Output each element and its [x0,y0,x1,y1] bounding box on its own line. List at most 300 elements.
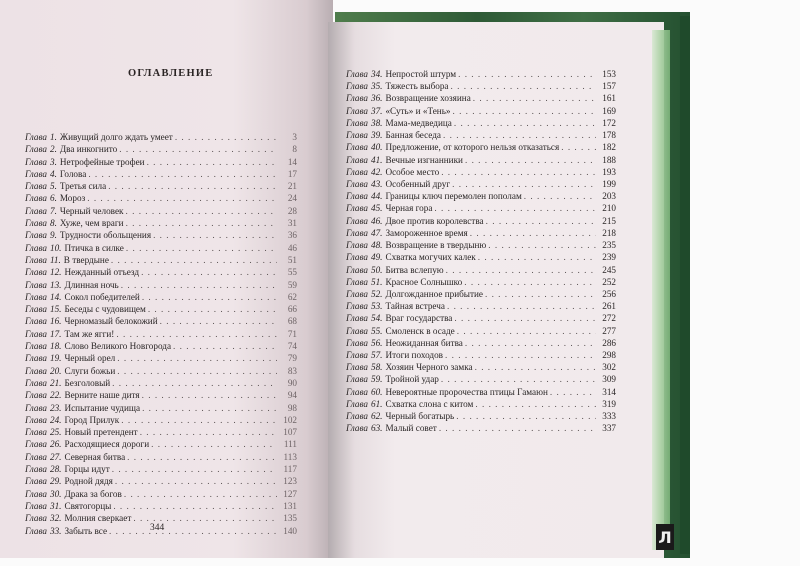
chapter-number: 31. [49,500,62,511]
chapter-number: 18. [49,341,62,352]
chapter-number: 61. [370,398,383,409]
leader-dots [160,315,277,327]
leader-dots [485,288,596,300]
leader-dots [151,438,277,450]
toc-entry [346,117,616,129]
toc-entry [346,398,616,410]
leader-dots [115,475,277,487]
chapter-word: Глава [25,168,47,179]
chapter-page: 135 [283,513,297,524]
toc-entry [25,217,297,229]
chapter-word: Глава [346,93,368,104]
chapter-title: Возвращение в твердыню [385,240,487,251]
chapter-word: Глава [25,464,47,475]
toc-entry [346,410,616,422]
chapter-title: Банная беседа [385,130,441,141]
toc-entry [346,80,616,92]
chapter-word: Глава [346,325,368,336]
chapter-page: 337 [602,423,616,434]
chapter-title: Город Прилук [64,414,120,425]
toc-entry [346,373,616,385]
chapter-word: Глава [25,205,47,216]
chapter-number: 24. [49,414,62,425]
leader-dots [451,80,596,92]
toc-entry [346,386,616,398]
chapter-word: Глава [346,288,368,299]
chapter-number: 60. [370,386,383,397]
toc-entry [25,340,297,352]
leader-dots [119,143,277,155]
chapter-title: Птичка в силке [64,242,124,253]
chapter-number: 7. [49,205,57,216]
chapter-title: Длинная ночь [64,279,119,290]
chapter-title: Черный орел [64,353,116,364]
chapter-title: Беседы с чудовищем [64,304,146,315]
leader-dots [124,488,277,500]
toc-entry [25,365,297,377]
chapter-title: Тяжесть выбора [385,81,449,92]
toc-entry [346,154,616,166]
chapter-page: 28 [287,205,297,216]
chapter-title: Молния сверкает [64,513,132,524]
chapter-number: 14. [49,291,62,302]
chapter-page: 68 [287,316,297,327]
chapter-title: Живущий долго ждать умеет [59,132,173,142]
chapter-title: Голова [59,168,87,179]
chapter-word: Глава [346,350,368,361]
chapter-word: Глава [25,488,47,499]
chapter-page: 169 [602,105,616,116]
toc-entry [25,488,297,500]
chapter-word: Глава [25,132,47,142]
leader-dots [524,190,596,202]
leader-dots [488,239,596,251]
chapter-page: 59 [287,279,297,290]
chapter-word: Глава [25,476,47,487]
chapter-page: 46 [287,242,297,253]
chapter-number: 57. [370,350,383,361]
leader-dots [465,337,596,349]
chapter-number: 9. [49,230,57,241]
leader-dots [486,215,596,227]
leader-dots [87,192,277,204]
chapter-page: 252 [602,276,616,287]
leader-dots [142,291,277,303]
chapter-page: 79 [287,353,297,364]
chapter-number: 43. [370,178,383,189]
leader-dots [445,349,596,361]
chapter-number: 45. [370,203,383,214]
chapter-number: 33. [49,525,62,536]
chapter-number: 6. [49,193,57,204]
chapter-page: 182 [602,142,616,153]
chapter-title: Горцы идут [64,464,110,475]
chapter-page: 123 [283,476,297,487]
chapter-number: 58. [370,362,383,373]
chapter-word: Глава [25,525,47,536]
leader-dots [112,377,277,389]
toc-entry [25,168,297,180]
toc-entry [25,156,297,168]
chapter-page: 188 [602,154,616,165]
page-number: 344 [150,523,165,533]
toc-entry [346,276,616,288]
toc-entry [25,402,297,414]
chapter-number: 25. [49,427,62,438]
toc-entry [346,312,616,324]
chapter-number: 59. [370,374,383,385]
chapter-word: Глава [25,304,47,315]
chapter-title: Испытание чудища [64,402,141,413]
chapter-title: Северная битва [64,451,126,462]
leader-dots [142,389,277,401]
chapter-number: 53. [370,301,383,312]
chapter-word: Глава [346,117,368,128]
chapter-number: 4. [49,168,57,179]
chapter-word: Глава [25,500,47,511]
chapter-number: 52. [370,288,383,299]
chapter-word: Глава [25,291,47,302]
chapter-word: Глава [25,230,47,241]
chapter-number: 20. [49,365,62,376]
chapter-number: 12. [49,267,62,278]
chapter-title: Черный богатырь [385,411,455,422]
leader-dots [439,422,596,434]
chapter-number: 47. [370,227,383,238]
chapter-number: 48. [370,240,383,251]
chapter-number: 63. [370,423,383,434]
chapter-page: 3 [292,132,297,142]
chapter-number: 44. [370,191,383,202]
chapter-page: 309 [602,374,616,385]
chapter-title: Тайная встреча [385,301,445,312]
chapter-number: 17. [49,328,62,339]
toc-entry [25,414,297,426]
chapter-word: Глава [25,513,47,524]
chapter-title: Непростой штурм [385,69,457,79]
chapter-word: Глава [25,193,47,204]
toc-entry [346,227,616,239]
leader-dots [550,386,596,398]
chapter-title: Мама-медведица [385,117,452,128]
chapter-page: 302 [602,362,616,373]
chapter-word: Глава [25,181,47,192]
chapter-number: 50. [370,264,383,275]
chapter-page: 14 [287,156,297,167]
chapter-page: 210 [602,203,616,214]
leader-dots [109,525,277,537]
toc-entry [346,141,616,153]
leader-dots [147,156,277,168]
chapter-word: Глава [346,374,368,385]
chapter-word: Глава [25,242,47,253]
chapter-page: 51 [287,254,297,265]
toc-entry [346,349,616,361]
toc-entry [346,300,616,312]
toc-entry [25,451,297,463]
chapter-page: 131 [283,500,297,511]
toc-entry [25,205,297,217]
chapter-title: Схватка слона с китом [385,398,474,409]
leader-dots [140,426,277,438]
chapter-number: 62. [370,411,383,422]
chapter-page: 199 [602,178,616,189]
leader-dots [121,279,277,291]
chapter-page: 111 [283,439,297,450]
leader-dots [117,352,277,364]
chapter-page: 74 [287,341,297,352]
chapter-title: Два инкогнито [59,144,118,155]
chapter-page: 239 [602,252,616,263]
chapter-title: Хуже, чем враги [59,218,124,229]
chapter-word: Глава [346,240,368,251]
chapter-title: Битва вслепую [385,264,444,275]
leader-dots [475,398,596,410]
chapter-number: 30. [49,488,62,499]
leader-dots [464,276,596,288]
chapter-title: Сокол победителей [64,291,140,302]
chapter-title: Невероятные пророчества птицы Гамаюн [385,386,548,397]
chapter-title: Слуги божьи [64,365,116,376]
leader-dots [454,312,596,324]
chapter-number: 49. [370,252,383,263]
chapter-page: 113 [283,451,297,462]
chapter-number: 51. [370,276,383,287]
chapter-word: Глава [346,191,368,202]
chapter-page: 215 [602,215,616,226]
leader-dots [441,166,596,178]
chapter-word: Глава [346,423,368,434]
toc-entry [346,288,616,300]
chapter-title: Красное Солнышко [385,276,463,287]
toc-entry [346,202,616,214]
chapter-page: 21 [287,181,297,192]
right-chapter-list [346,68,616,435]
chapter-word: Глава [25,218,47,229]
chapter-word: Глава [346,105,368,116]
leader-dots [112,463,277,475]
toc-entry [346,92,616,104]
leader-dots [456,410,596,422]
chapter-number: 1. [49,132,57,142]
toc-entry [346,166,616,178]
chapter-title: Малый совет [385,423,437,434]
leader-dots [446,264,596,276]
chapter-title: Мороз [59,193,86,204]
chapter-title: Забыть все [64,525,108,536]
chapter-number: 13. [49,279,62,290]
chapter-page: 235 [602,240,616,251]
chapter-page: 272 [602,313,616,324]
chapter-page: 17 [287,168,297,179]
leader-dots [111,254,277,266]
chapter-word: Глава [346,154,368,165]
chapter-number: 19. [49,353,62,364]
chapter-page: 203 [602,191,616,202]
chapter-title: Границы ключ перемолен пополам [385,191,522,202]
chapter-page: 333 [602,411,616,422]
chapter-word: Глава [25,353,47,364]
leader-dots [113,500,277,512]
chapter-number: 42. [370,166,383,177]
chapter-title: Новый претендент [64,427,138,438]
chapter-word: Глава [25,414,47,425]
chapter-title: Трудности обольщения [59,230,152,241]
chapter-word: Глава [25,377,47,388]
toc-entry [25,279,297,291]
chapter-word: Глава [25,341,47,352]
leader-dots [142,402,277,414]
chapter-title: Неожиданная битва [385,337,463,348]
leader-dots [141,266,277,278]
chapter-number: 16. [49,316,62,327]
chapter-word: Глава [346,81,368,92]
leader-dots [117,365,277,377]
chapter-title: Хозяин Черного замка [385,362,473,373]
chapter-page: 256 [602,288,616,299]
chapter-title: Итоги походов [385,350,444,361]
toc-entry [25,180,297,192]
toc-entry [346,264,616,276]
chapter-title: Черная гора [385,203,433,214]
chapter-page: 140 [283,525,297,536]
chapter-title: Особое место [385,166,440,177]
chapter-number: 32. [49,513,62,524]
chapter-page: 298 [602,350,616,361]
chapter-title: Особенный друг [385,178,451,189]
toc-entry [25,352,297,364]
chapter-page: 172 [602,117,616,128]
toc-entry [25,242,297,254]
chapter-number: 54. [370,313,383,324]
chapter-title: Предложение, от которого нельзя отказаться [385,142,560,153]
chapter-word: Глава [346,362,368,373]
chapter-word: Глава [25,267,47,278]
chapter-title: Замороженное время [385,227,468,238]
leader-dots [561,141,596,153]
toc-entry [25,131,297,143]
chapter-number: 22. [49,390,62,401]
chapter-title: Тройной удар [385,374,439,385]
chapter-number: 10. [49,242,62,253]
leader-dots [127,451,277,463]
chapter-page: 277 [602,325,616,336]
chapter-title: Третья сила [59,181,107,192]
chapter-page: 286 [602,337,616,348]
leader-dots [441,373,596,385]
toc-entry [25,315,297,327]
chapter-page: 117 [283,464,297,475]
toc-entry [25,254,297,266]
leader-dots [175,131,277,143]
chapter-number: 38. [370,117,383,128]
toc-entry [25,377,297,389]
chapter-word: Глава [25,439,47,450]
chapter-word: Глава [25,402,47,413]
chapter-number: 56. [370,337,383,348]
toc-entry [25,475,297,487]
toc-entry [346,68,616,80]
toc-entry [25,463,297,475]
toc-entry [25,266,297,278]
chapter-number: 26. [49,439,62,450]
chapter-word: Глава [346,313,368,324]
leader-dots [88,168,277,180]
chapter-title: Безголовый [64,377,111,388]
chapter-word: Глава [346,227,368,238]
leader-dots [458,68,596,80]
chapter-page: 245 [602,264,616,275]
chapter-word: Глава [346,337,368,348]
toc-entry [346,129,616,141]
chapter-word: Глава [25,279,47,290]
toc-heading: ОГЛАВЛЕНИЕ [128,68,214,79]
chapter-title: В твердыне [63,254,109,265]
toc-entry [346,325,616,337]
chapter-page: 178 [602,130,616,141]
chapter-number: 34. [370,69,383,79]
chapter-number: 29. [49,476,62,487]
chapter-title: Враг государства [385,313,453,324]
chapter-number: 39. [370,130,383,141]
chapter-page: 218 [602,227,616,238]
chapter-word: Глава [25,144,47,155]
chapter-title: Драка за богов [64,488,122,499]
chapter-word: Глава [346,386,368,397]
chapter-word: Глава [346,264,368,275]
toc-entry [346,215,616,227]
toc-entry [25,192,297,204]
chapter-word: Глава [346,178,368,189]
page-edge-strip [652,30,670,550]
chapter-page: 314 [602,386,616,397]
chapter-title: Святогорцы [64,500,112,511]
chapter-page: 127 [283,488,297,499]
toc-entry [346,337,616,349]
chapter-number: 35. [370,81,383,92]
chapter-page: 261 [602,301,616,312]
chapter-page: 90 [287,377,297,388]
chapter-page: 94 [287,390,297,401]
leader-dots [116,328,277,340]
chapter-word: Глава [25,254,47,265]
chapter-word: Глава [346,203,368,214]
chapter-number: 11. [49,254,61,265]
chapter-page: 36 [287,230,297,241]
chapter-number: 37. [370,105,383,116]
chapter-number: 15. [49,304,62,315]
leader-dots [126,205,277,217]
chapter-page: 193 [602,166,616,177]
publisher-logo: Л [656,524,674,550]
chapter-number: 27. [49,451,62,462]
chapter-page: 71 [287,328,297,339]
toc-entry [346,251,616,263]
leader-dots [153,229,277,241]
chapter-number: 23. [49,402,62,413]
leader-dots [465,154,596,166]
chapter-number: 3. [49,156,57,167]
chapter-page: 157 [602,81,616,92]
leader-dots [473,92,596,104]
chapter-page: 55 [287,267,297,278]
chapter-title: Черномазый белокожий [64,316,158,327]
chapter-title: Черный человек [59,205,124,216]
chapter-word: Глава [346,276,368,287]
chapter-word: Глава [25,156,47,167]
chapter-word: Глава [346,398,368,409]
chapter-word: Глава [25,427,47,438]
